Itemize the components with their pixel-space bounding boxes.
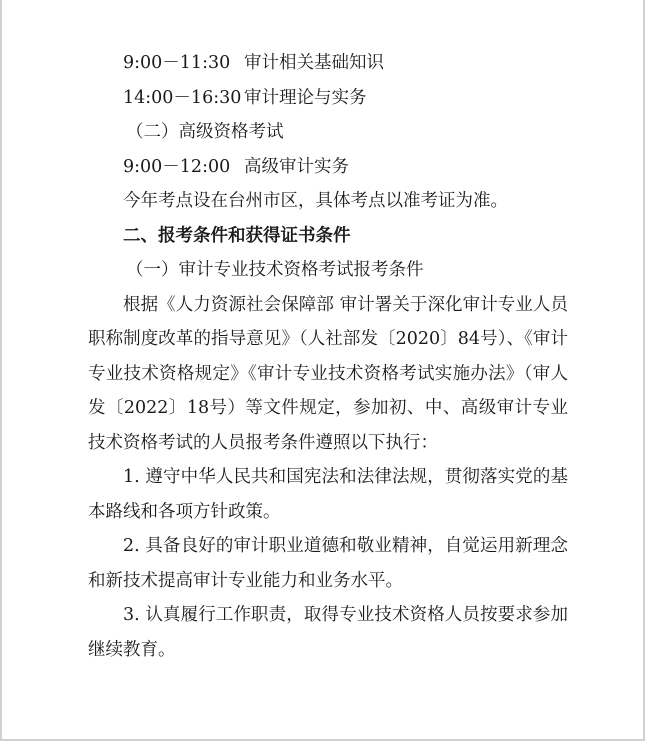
schedule-row — [88, 81, 568, 116]
document-page — [88, 46, 568, 667]
schedule-row — [88, 46, 568, 81]
exam-time: 14:00－16:30 — [123, 87, 242, 108]
intro-paragraph: 根据《人力资源社会保障部 审计署关于深化审计专业人员职称制度改革的指导意见》（人社部发〔2020〕84号）、《审计专业技术资格规定》《审计专业技术资格考试实施办法》（审人发〔2022〕18号）等文件规定，参加初、中、高级审计专业技术资格考试的人员报考条件遵照以下执行： — [88, 294, 568, 453]
exam-time: 9:00－11:30 — [123, 53, 231, 73]
location-note: 今年考点设在台州市区，具体考点以准考证为准。 — [123, 191, 508, 211]
exam-subject: 高级审计实务 — [244, 156, 349, 177]
subsection-title: （一）审计专业技术资格考试报考条件 — [126, 260, 424, 280]
exam-time: 9:00－12:00 — [123, 156, 231, 177]
condition-item: 2. 具备良好的审计职业道德和敬业精神，自觉运用新理念和新技术提高审计专业能力和业务水平。 — [88, 536, 568, 591]
exam-subject: 审计相关基础知识 — [244, 53, 384, 73]
schedule-row — [88, 150, 568, 185]
senior-exam-heading: （二）高级资格考试 — [126, 122, 284, 142]
exam-subject: 审计理论与实务 — [244, 87, 367, 108]
condition-item: 1. 遵守中华人民共和国宪法和法律法规，贯彻落实党的基本路线和各项方针政策。 — [88, 467, 568, 522]
section-title: 二、报考条件和获得证书条件 — [123, 225, 351, 246]
condition-item: 3. 认真履行工作职责，取得专业技术资格人员按要求参加继续教育。 — [88, 605, 568, 660]
